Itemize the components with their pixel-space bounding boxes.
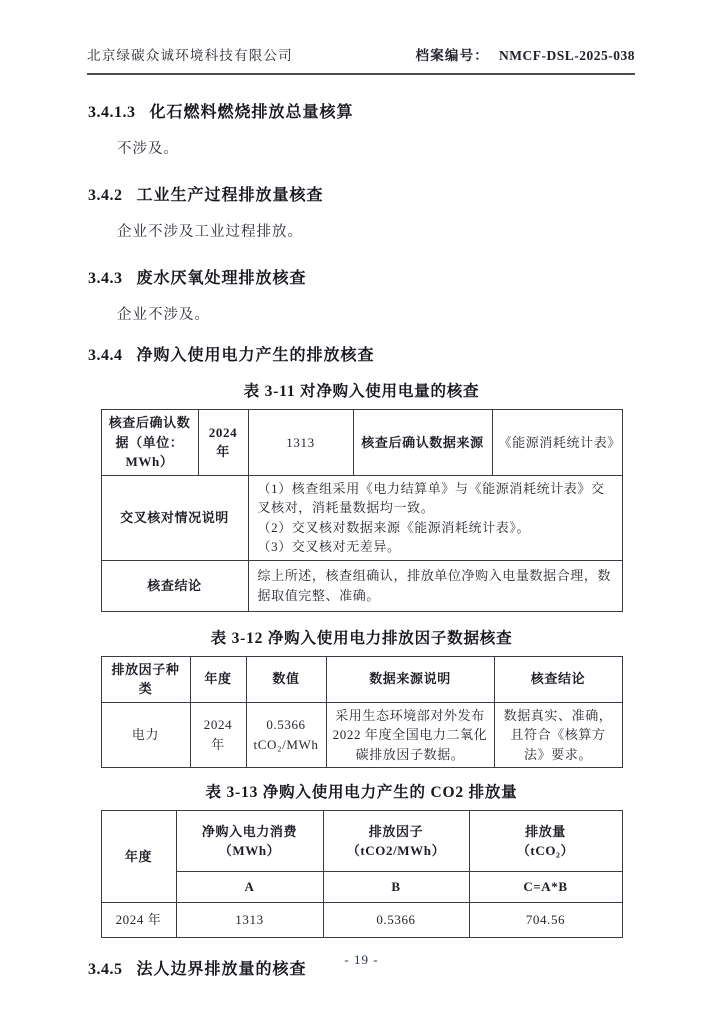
section-heading-342 [88,182,635,205]
section-number: 3.4.5 [88,961,123,978]
table-3-13 [101,810,623,938]
archive-no-value: NMCF-DSL-2025-038 [499,48,635,63]
t13-header-factor [323,811,469,872]
t12-value-number: 0.5366 [266,717,306,733]
table-row [101,702,622,768]
section-title: 净购入使用电力产生的排放核查 [136,347,375,364]
t13-formula-a: A [176,872,323,903]
header-line-2: （MWh） [218,843,281,858]
table-3-12-caption: 表 3-12 净购入使用电力排放因子数据核查 [210,629,513,647]
t13-year: 2024 年 [101,903,176,938]
t13-year-header: 年度 [101,811,176,903]
cross-check-line-2: （2）交叉核对数据来源《能源消耗统计表》。 [257,519,531,535]
table-3-13-caption: 表 3-13 净购入使用电力产生的 CO2 排放量 [205,784,518,801]
section-body-343: 企业不涉及。 [117,307,210,323]
section-heading-343 [88,265,635,288]
t13-formula-c: C=A*B [469,872,622,903]
t13-header-consumption [176,811,323,872]
t12-value [246,702,326,768]
t13-emission: 704.56 [469,903,622,938]
cross-check-line-3: （3）交叉核对无差异。 [257,539,401,554]
t11-value: 1313 [248,410,353,476]
t11-confirmed-data-label: 核查后确认数据（单位：MWh） [101,410,198,476]
t13-factor: 0.5366 [323,903,469,938]
table-formula-row [101,872,622,903]
t12-header-value: 数值 [246,656,326,702]
t12-header-year: 年度 [190,656,246,702]
archive-number [416,44,636,64]
t11-conclusion-label: 核查结论 [101,560,248,611]
t13-header-emission [469,811,622,872]
table-3-12 [101,656,623,769]
header-line-1: 净购入电力消费 [201,823,298,839]
t12-source: 采用生态环境部对外发布 2022 年度全国电力二氧化碳排放因子数据。 [326,702,494,768]
t12-year: 2024 年 [190,702,246,768]
section-title: 工业生产过程排放量核查 [136,187,324,204]
t12-header-type: 排放因子种类 [101,656,190,702]
company-name: 北京绿碳众诚环境科技有限公司 [87,48,293,63]
cross-check-line-1: （1）核查组采用《电力结算单》与《能源消耗统计表》交叉核对，消耗量数据均一致。 [257,480,605,515]
table-3-11 [101,409,623,612]
t11-source-label: 核查后确认数据来源 [353,410,492,476]
section-number: 3.4.4 [88,347,123,364]
t11-cross-check-text [248,475,622,560]
section-title: 法人边界排放量的核查 [136,961,307,978]
t12-value-unit: tCO₂/MWh [253,736,319,752]
section-heading-344 [88,342,635,365]
table-header-row [101,656,622,702]
table-3-11-caption: 表 3-11 对净购入使用电量的核查 [243,383,480,400]
header-line-2: （tCO₂） [516,843,575,858]
section-number: 3.4.3 [88,270,123,287]
section-heading-3413 [88,99,635,122]
page-number: - 19 - [344,952,379,967]
header-line-1: 排放因子 [368,823,424,839]
section-body-3413: 不涉及。 [117,141,179,157]
t13-consumption: 1313 [176,903,323,938]
t11-cross-check-label: 交叉核对情况说明 [101,475,248,560]
section-title: 废水厌氧处理排放核查 [136,270,307,287]
section-title: 化石燃料燃烧排放总量核算 [149,104,354,121]
archive-label: 档案编号： [415,48,489,63]
table-row [101,410,622,476]
t12-type: 电力 [101,702,190,768]
section-number: 3.4.1.3 [88,104,136,121]
t11-conclusion-text: 综上所述，核查组确认，排放单位净购入电量数据合理，数据取值完整、准确。 [248,560,622,611]
table-row [101,903,622,938]
table-header-row [101,811,622,872]
header-line-2: （tCO2/MWh） [346,843,446,858]
header-line-1: 排放量 [525,823,566,839]
t12-header-source: 数据来源说明 [326,656,494,702]
table-row [101,560,622,611]
t13-formula-b: B [323,872,469,903]
section-number: 3.4.2 [88,187,123,204]
t12-conclusion: 数据真实、准确，且符合《核算方法》要求。 [494,702,622,768]
section-body-342: 企业不涉及工业过程排放。 [117,224,303,240]
t12-header-conclusion: 核查结论 [494,656,622,702]
page-header [87,44,635,75]
t11-year: 2024 年 [198,410,248,476]
t11-source-value: 《能源消耗统计表》 [492,410,622,476]
table-row [101,475,622,560]
